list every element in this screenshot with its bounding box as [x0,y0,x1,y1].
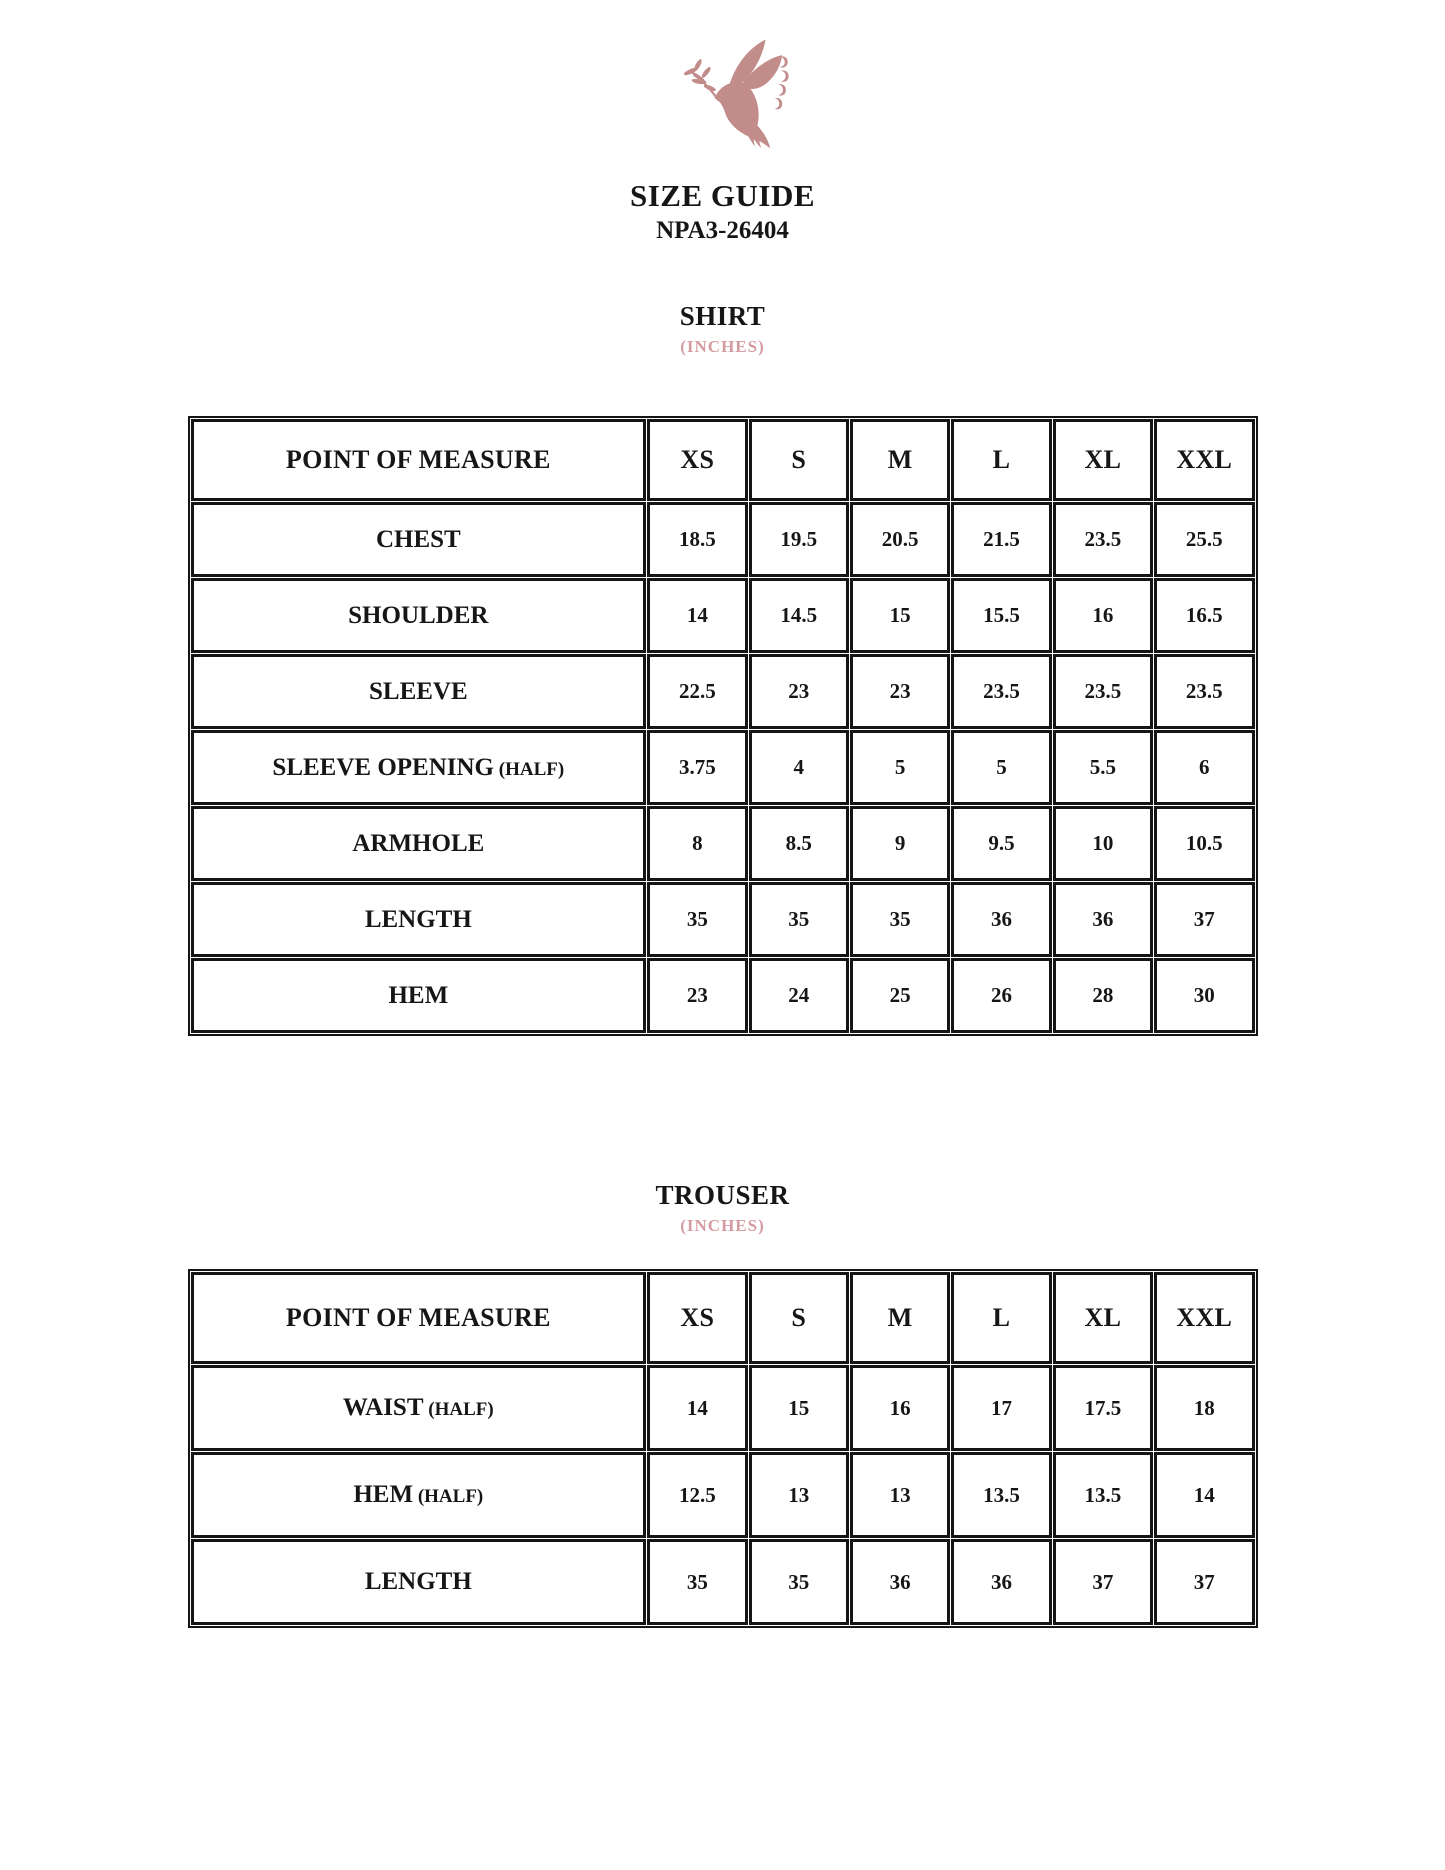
measure-value: 22.5 [647,654,747,729]
measure-label: WAIST (HALF) [191,1365,647,1451]
dove-olive-branch-icon [674,34,806,162]
size-column-header: XS [647,1272,747,1364]
measure-value: 4 [749,730,849,805]
measure-value: 15.5 [951,578,1051,653]
measure-row [191,1452,1255,1538]
trouser-units-label: (INCHES) [680,1216,765,1235]
measure-value: 23.5 [951,654,1051,729]
measure-value: 14 [1154,1452,1254,1538]
measure-label: HEM (HALF) [191,1452,647,1538]
measure-value: 23.5 [1154,654,1254,729]
size-column-header: M [850,1272,950,1364]
measure-value: 35 [749,1539,849,1625]
size-column-header: L [951,419,1051,501]
measure-value: 3.75 [647,730,747,805]
measure-value: 23 [850,654,950,729]
measure-value: 30 [1154,958,1254,1033]
size-column-header: XL [1053,1272,1153,1364]
measure-row [191,958,1255,1033]
measure-value: 13.5 [1053,1452,1153,1538]
measure-value: 25 [850,958,950,1033]
measure-value: 12.5 [647,1452,747,1538]
measure-value: 21.5 [951,502,1051,577]
shirt-size-table [188,416,1258,1036]
measure-value: 5 [951,730,1051,805]
measure-value: 17 [951,1365,1051,1451]
measure-value: 14 [647,578,747,653]
measure-label-note: (HALF) [423,1399,494,1420]
size-column-header: S [749,1272,849,1364]
measure-value: 18 [1154,1365,1254,1451]
measure-row [191,1365,1255,1451]
measure-value: 13 [749,1452,849,1538]
measure-value: 20.5 [850,502,950,577]
measure-value: 36 [951,1539,1051,1625]
measure-value: 15 [749,1365,849,1451]
measure-value: 10 [1053,806,1153,881]
point-of-measure-header: POINT OF MEASURE [191,1272,647,1364]
style-code: NPA3-26404 [656,217,789,244]
measure-value: 10.5 [1154,806,1254,881]
measure-value: 23.5 [1053,502,1153,577]
measure-value: 14.5 [749,578,849,653]
measure-label: LENGTH [191,1539,647,1625]
measure-value: 8.5 [749,806,849,881]
measure-label: CHEST [191,502,647,577]
measure-value: 13.5 [951,1452,1051,1538]
size-column-header: XL [1053,419,1153,501]
size-column-header: M [850,419,950,501]
measure-row [191,730,1255,805]
size-column-header: XS [647,419,747,501]
measure-value: 18.5 [647,502,747,577]
table-header-row [191,419,1255,501]
shirt-section-title: SHIRT [679,301,766,331]
trouser-section [0,1180,1445,1628]
size-column-header: XXL [1154,1272,1254,1364]
measure-label: SLEEVE OPENING (HALF) [191,730,647,805]
measure-value: 8 [647,806,747,881]
measure-value: 36 [1053,882,1153,957]
brand-header [0,0,1445,245]
measure-value: 26 [951,958,1051,1033]
measure-value: 24 [749,958,849,1033]
measure-value: 35 [647,1539,747,1625]
measure-label-note: (HALF) [494,758,565,780]
measure-value: 16 [850,1365,950,1451]
measure-value: 14 [647,1365,747,1451]
measure-value: 37 [1154,882,1254,957]
measure-value: 5.5 [1053,730,1153,805]
page-title: SIZE GUIDE [629,178,816,213]
point-of-measure-header: POINT OF MEASURE [191,419,647,501]
measure-label: SHOULDER [191,578,647,653]
measure-value: 35 [850,882,950,957]
measure-label: ARMHOLE [191,806,647,881]
table-header-row [191,1272,1255,1364]
measure-value: 9.5 [951,806,1051,881]
size-column-header: S [749,419,849,501]
measure-value: 15 [850,578,950,653]
measure-label: LENGTH [191,882,647,957]
measure-value: 37 [1053,1539,1153,1625]
measure-row [191,806,1255,881]
measure-value: 9 [850,806,950,881]
shirt-units-label: (INCHES) [680,337,765,356]
shirt-section [0,301,1445,1036]
measure-value: 23 [647,958,747,1033]
measure-row [191,882,1255,957]
measure-value: 35 [749,882,849,957]
measure-value: 6 [1154,730,1254,805]
measure-value: 36 [951,882,1051,957]
measure-label-note: (HALF) [413,1486,484,1507]
measure-value: 37 [1154,1539,1254,1625]
size-column-header: XXL [1154,419,1254,501]
measure-value: 35 [647,882,747,957]
measure-value: 23 [749,654,849,729]
measure-value: 23.5 [1053,654,1153,729]
measure-value: 25.5 [1154,502,1254,577]
measure-label: HEM [191,958,647,1033]
size-column-header: L [951,1272,1051,1364]
measure-value: 5 [850,730,950,805]
measure-value: 17.5 [1053,1365,1153,1451]
measure-value: 19.5 [749,502,849,577]
measure-row [191,1539,1255,1625]
measure-row [191,502,1255,577]
measure-value: 16 [1053,578,1153,653]
measure-label: SLEEVE [191,654,647,729]
measure-value: 16.5 [1154,578,1254,653]
trouser-section-title: TROUSER [655,1180,790,1210]
measure-value: 13 [850,1452,950,1538]
trouser-size-table [188,1269,1258,1628]
measure-row [191,578,1255,653]
measure-value: 28 [1053,958,1153,1033]
measure-value: 36 [850,1539,950,1625]
measure-row [191,654,1255,729]
